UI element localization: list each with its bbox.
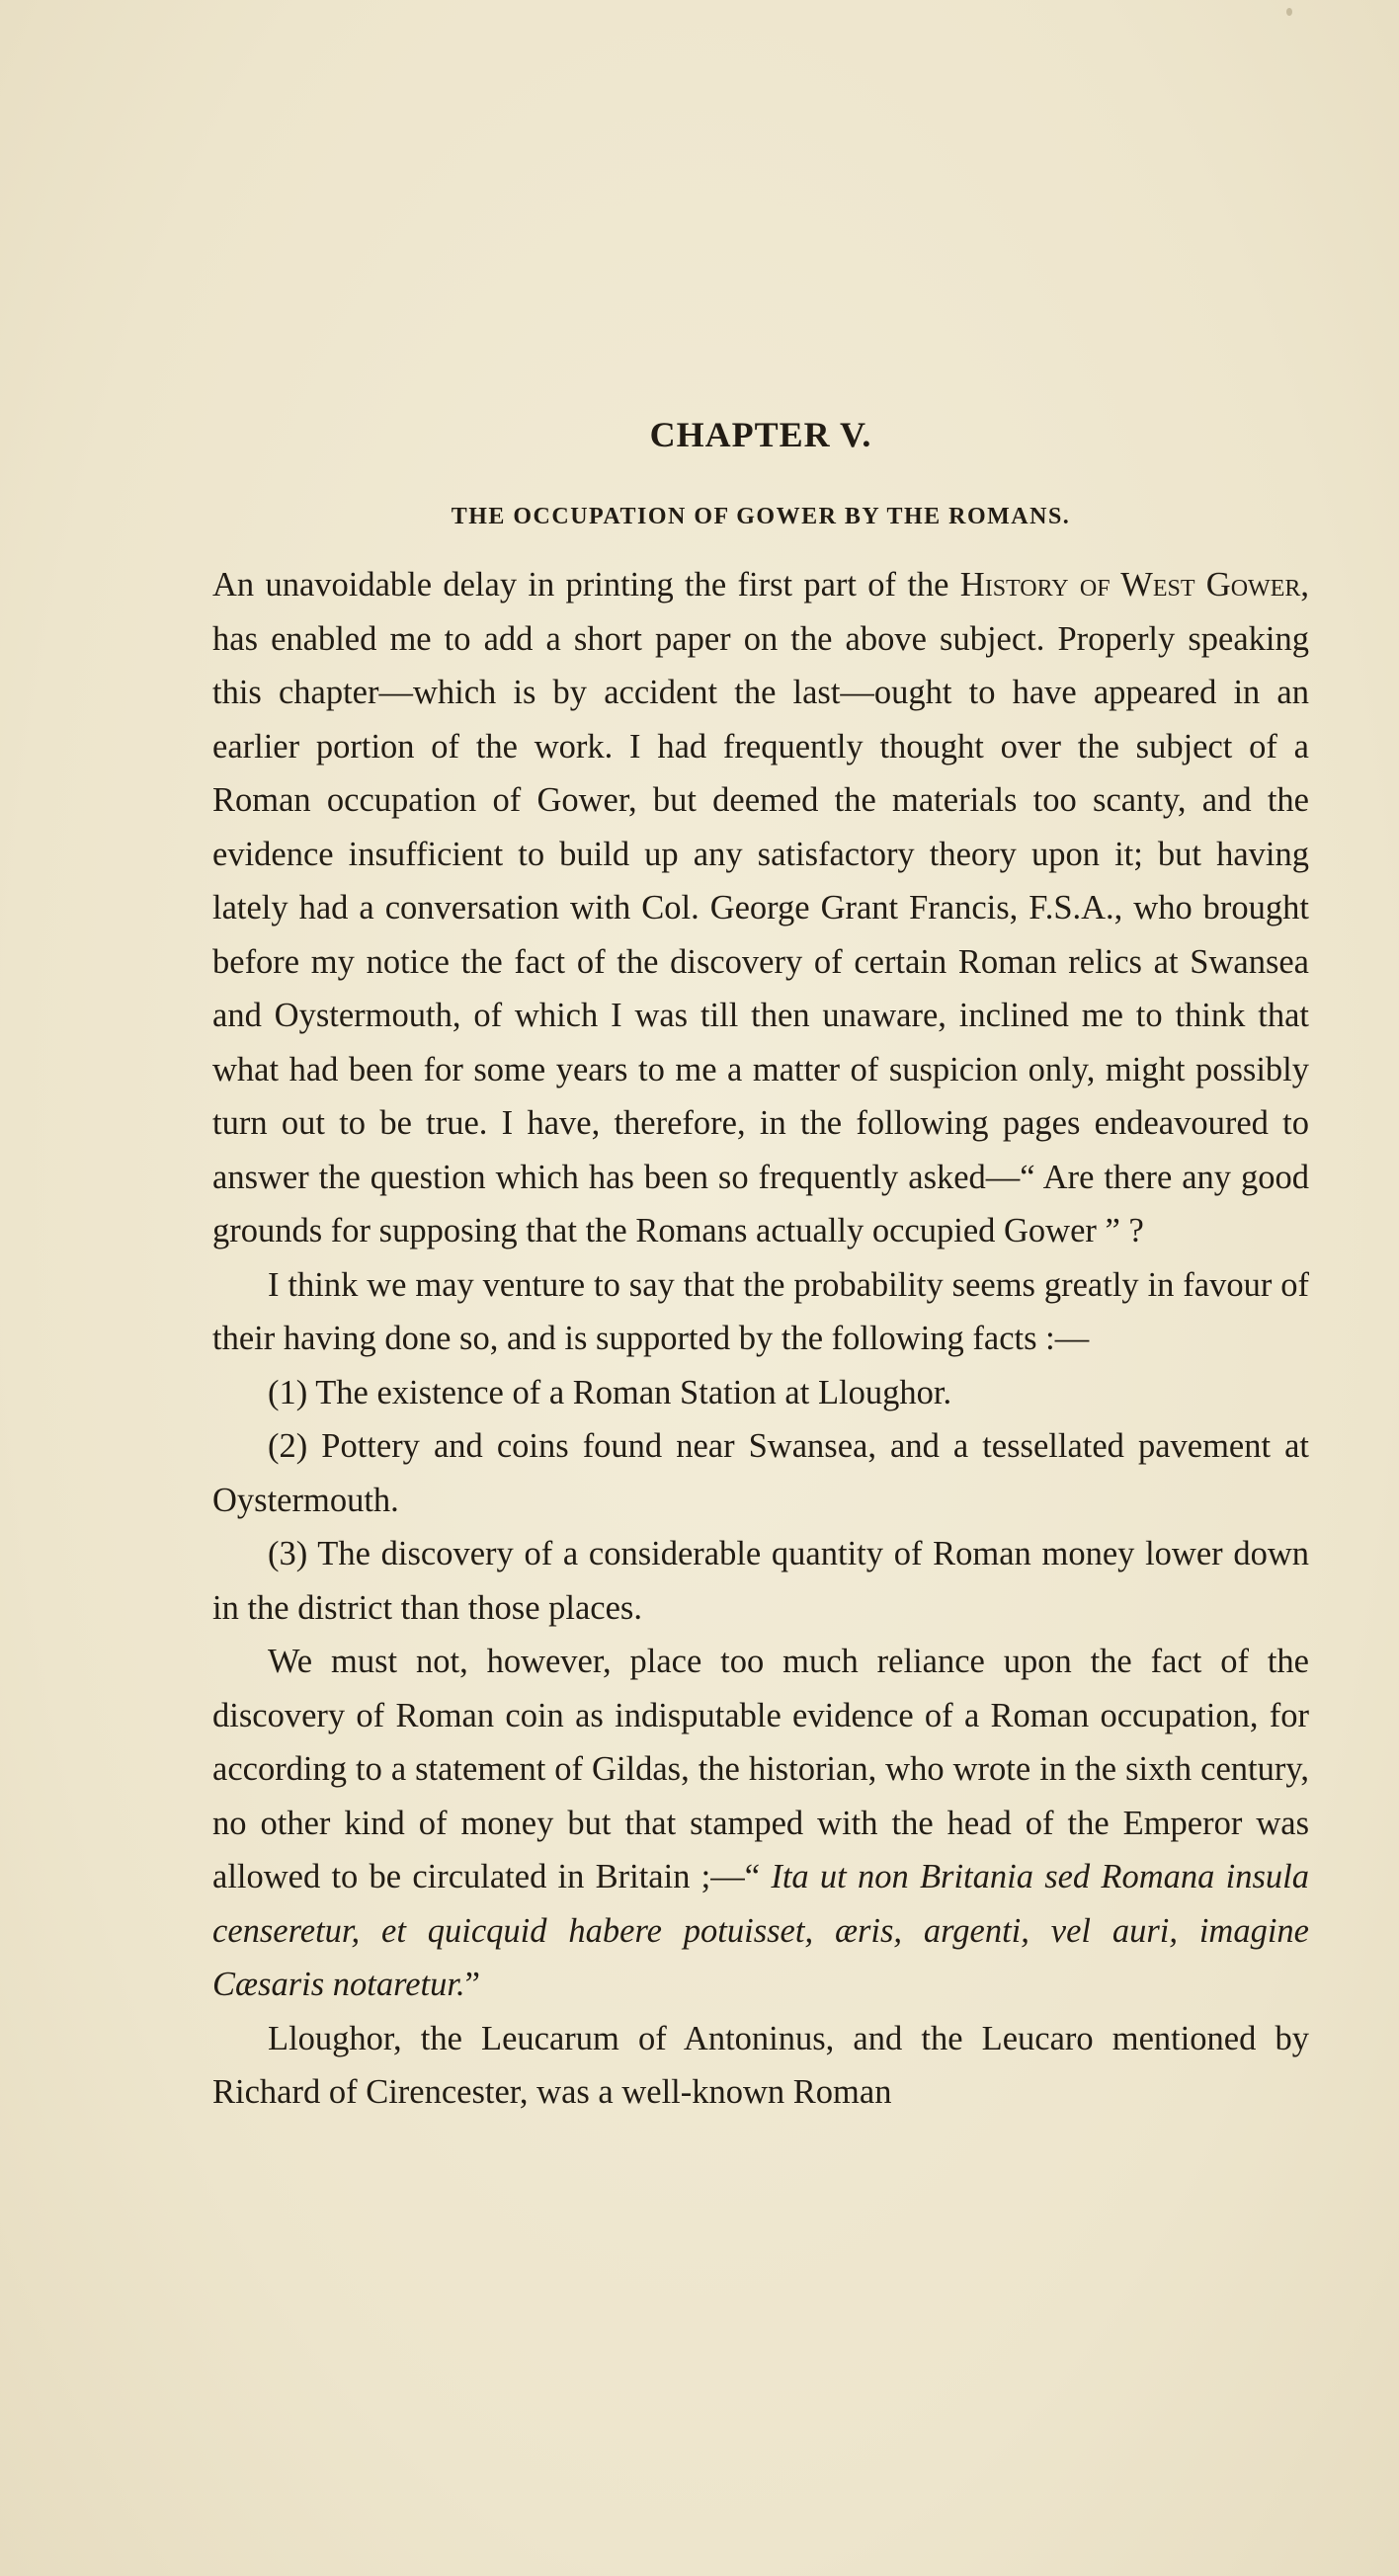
- chapter-title: CHAPTER V.: [649, 415, 872, 454]
- paragraph-2-text: I think we may venture to say that the probability seems greatly in favour of their having done so, and is supported by the following facts :—: [212, 1265, 1309, 1357]
- closing-quote: ”: [464, 1966, 480, 2003]
- paragraph-2: [212, 1258, 1309, 1366]
- paragraph-lloughor: [212, 2012, 1309, 2120]
- ink-speck: [1286, 8, 1292, 16]
- fact-item-3-text: (3) The discovery of a considerable quantity of Roman money lower down in the district than those places.: [212, 1535, 1309, 1627]
- paragraph-gildas-text: We must not, however, place too much reliance upon the fact of the discovery of Roman coin as indisputable evidence of a Roman occupation, for according to a statement of Gildas, the historian, who wrote in the sixth century, no other kind of money but that stamped with the head of the Emperor was allowed to be circulated in Britain ;—“: [212, 1643, 1309, 1895]
- chapter-subtitle: THE OCCUPATION OF GOWER BY THE ROMANS.: [451, 504, 1071, 529]
- paragraph-1-segment-3: , has enabled me to add a short paper on the above subject. Properly speaking this chapter—which is by accident the last—ought to have appeared in an earlier portion of the work. I had frequently thought over the subject of a Roman occupation of Gower, but deemed the materials too scanty, and the evidence insufficient to build up any satisfactory theory upon it; but having lately had a conversation with Col. George Grant Francis, F.S.A., who brought before my notice the fact of the discovery of certain Roman relics at Swansea and Oystermouth, of which I was till then unaware, inclined me to think that what had been for some years to me a matter of suspicion only, might possibly turn out to be true. I have, therefore, in the following pages endeavoured to answer the question which has been so frequently asked—“ Are there any good grounds for supposing that the Romans actually occupied Gower ” ?: [212, 566, 1309, 1249]
- paragraph-1: [212, 558, 1309, 1258]
- latin-quotation: Ita ut non Britania sed Romana insula censeretur, et quicquid habere potuisset, æris, argenti, vel auri, imagine Cæsaris notaretur.: [212, 1858, 1309, 2003]
- fact-item-3: [212, 1527, 1309, 1635]
- fact-item-2-text: (2) Pottery and coins found near Swansea, and a tessellated pavement at Oystermouth.: [212, 1427, 1309, 1519]
- paragraph-lloughor-text: Lloughor, the Leucarum of Antoninus, and the Leucaro mentioned by Richard of Cirencester, was a well-known Roman: [212, 2019, 1309, 2111]
- paragraph-1-segment-1: An unavoidable delay in printing the first part of the: [212, 566, 960, 604]
- page-text-block: [212, 410, 1309, 2120]
- fact-item-2: [212, 1419, 1309, 1527]
- paragraph-gildas: [212, 1635, 1309, 2012]
- fact-item-1: [212, 1366, 1309, 1420]
- fact-item-1-text: (1) The existence of a Roman Station at Lloughor.: [268, 1373, 952, 1411]
- book-title-smallcaps: History of West Gower: [959, 566, 1301, 604]
